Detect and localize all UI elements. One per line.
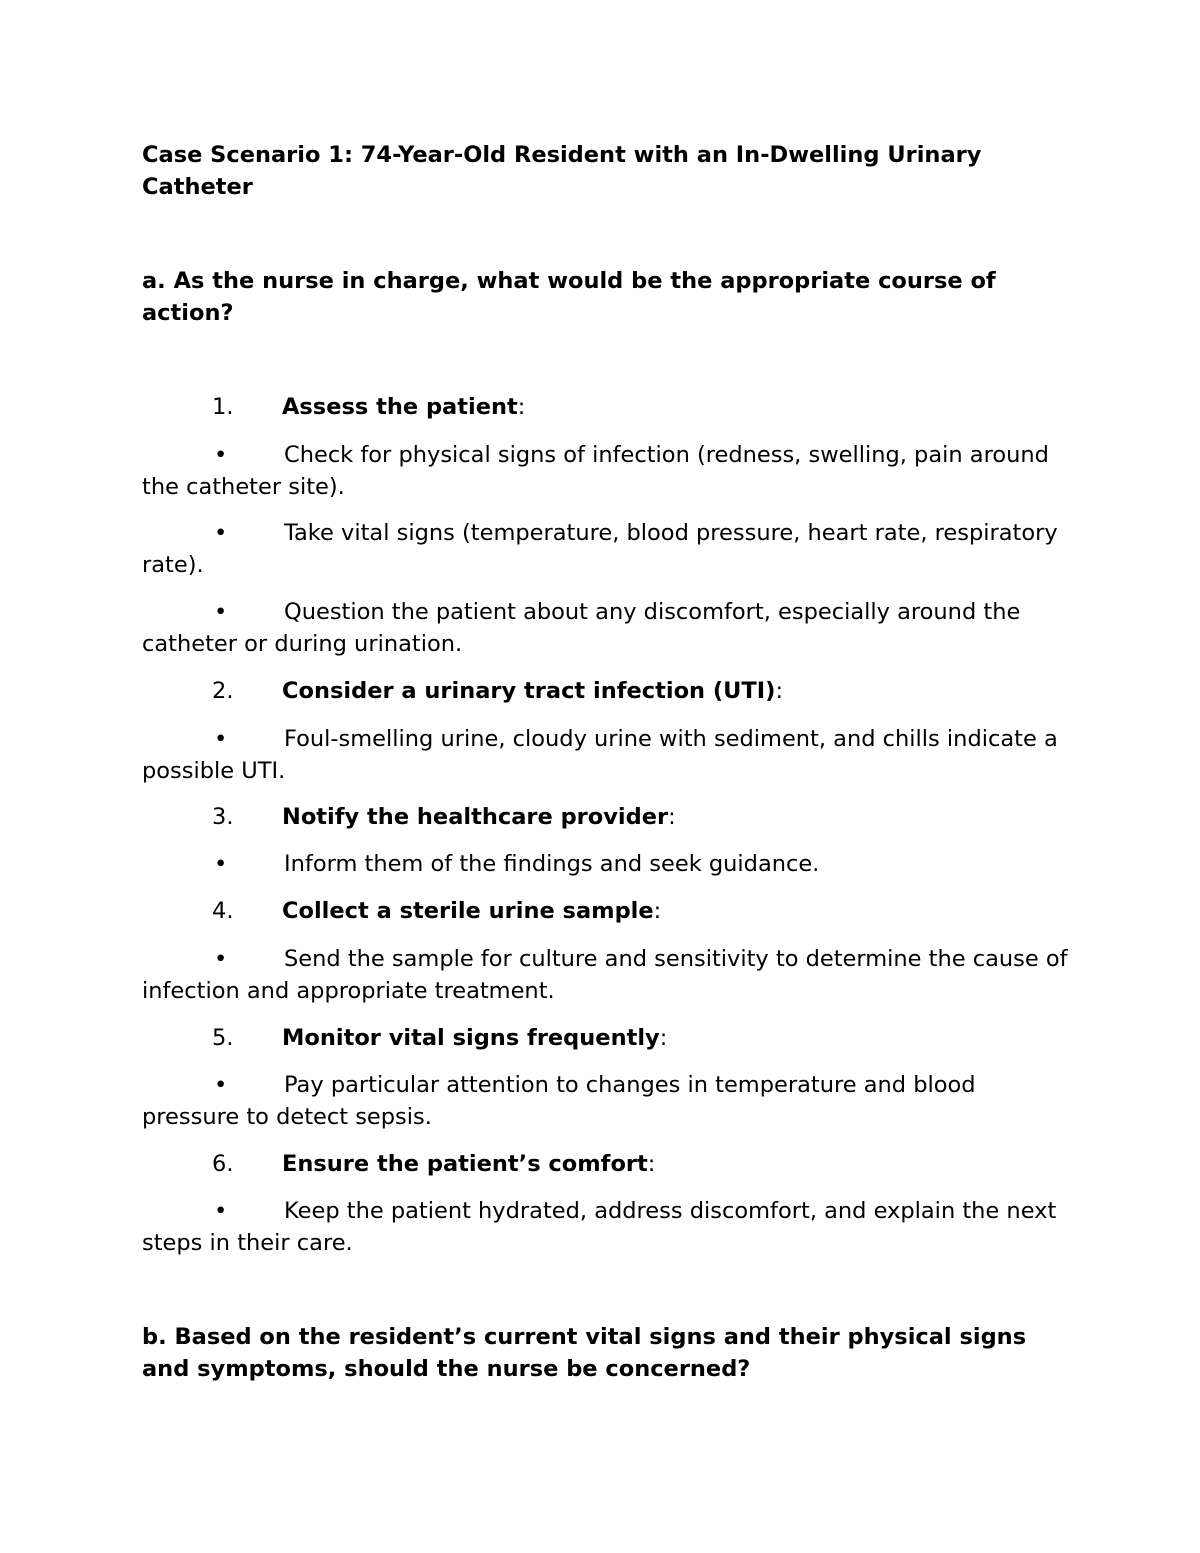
bullet-symbol: • [214, 1072, 228, 1098]
step-1-number: 1. [212, 394, 234, 420]
step-1-bullet-1 [142, 439, 1072, 503]
step-1-bullet-3 [142, 596, 1072, 660]
bullet-text: Keep the patient hydrated, address discomfort, and explain the next steps in their care. [142, 1198, 1057, 1256]
step-3 [142, 801, 1072, 833]
step-5-title: Monitor vital signs frequently [282, 1025, 660, 1051]
step-4-suffix: : [653, 898, 662, 924]
bullet-symbol: • [214, 520, 228, 546]
step-2-title: Consider a urinary tract infection (UTI) [282, 678, 776, 704]
step-3-bullet-1 [142, 848, 1072, 880]
bullet-text: Send the sample for culture and sensitivity to determine the cause of infection and appropriate treatment. [142, 946, 1068, 1004]
bullet-symbol: • [214, 1198, 228, 1224]
step-2-suffix: : [775, 678, 784, 704]
step-1-suffix: : [517, 394, 526, 420]
step-6-number: 6. [212, 1151, 234, 1177]
step-4-title: Collect a sterile urine sample [282, 898, 654, 924]
step-6-suffix: : [647, 1151, 656, 1177]
step-6-bullet-1 [142, 1195, 1072, 1259]
step-1-bullet-2 [142, 517, 1072, 581]
step-3-number: 3. [212, 804, 234, 830]
bullet-symbol: • [214, 726, 228, 752]
bullet-symbol: • [214, 851, 228, 877]
step-6-title: Ensure the patient’s comfort [282, 1151, 648, 1177]
question-b: b. Based on the resident’s current vital signs and their physical signs and symptoms, should the nurse be concerned? [142, 1324, 1027, 1382]
bullet-symbol: • [214, 946, 228, 972]
step-1 [142, 391, 1072, 423]
step-4-bullet-1 [142, 943, 1072, 1007]
bullet-symbol: • [214, 599, 228, 625]
bullet-text: Take vital signs (temperature, blood pressure, heart rate, respiratory rate). [142, 520, 1058, 578]
document-title: Case Scenario 1: 74-Year-Old Resident with an In-Dwelling Urinary Catheter [142, 142, 982, 200]
step-5-bullet-1 [142, 1069, 1072, 1133]
step-2 [142, 675, 1072, 707]
step-5 [142, 1022, 1072, 1054]
step-2-number: 2. [212, 678, 234, 704]
step-5-suffix: : [659, 1025, 668, 1051]
step-2-bullet-1 [142, 723, 1072, 787]
step-3-suffix: : [668, 804, 676, 830]
bullet-text: Question the patient about any discomfort, especially around the catheter or during urination. [142, 599, 1021, 657]
bullet-text: Foul-smelling urine, cloudy urine with sediment, and chills indicate a possible UTI. [142, 726, 1058, 784]
bullet-text: Inform them of the findings and seek guidance. [284, 851, 820, 877]
bullet-text: Pay particular attention to changes in temperature and blood pressure to detect sepsis. [142, 1072, 976, 1130]
step-4 [142, 895, 1072, 927]
question-a: a. As the nurse in charge, what would be the appropriate course of action? [142, 268, 996, 326]
step-6 [142, 1148, 1072, 1180]
bullet-text: Check for physical signs of infection (redness, swelling, pain around the catheter site). [142, 442, 1049, 500]
step-5-number: 5. [212, 1025, 234, 1051]
step-4-number: 4. [212, 898, 234, 924]
step-3-title: Notify the healthcare provider [282, 804, 669, 830]
step-1-title: Assess the patient [282, 394, 518, 420]
bullet-symbol: • [214, 442, 228, 468]
